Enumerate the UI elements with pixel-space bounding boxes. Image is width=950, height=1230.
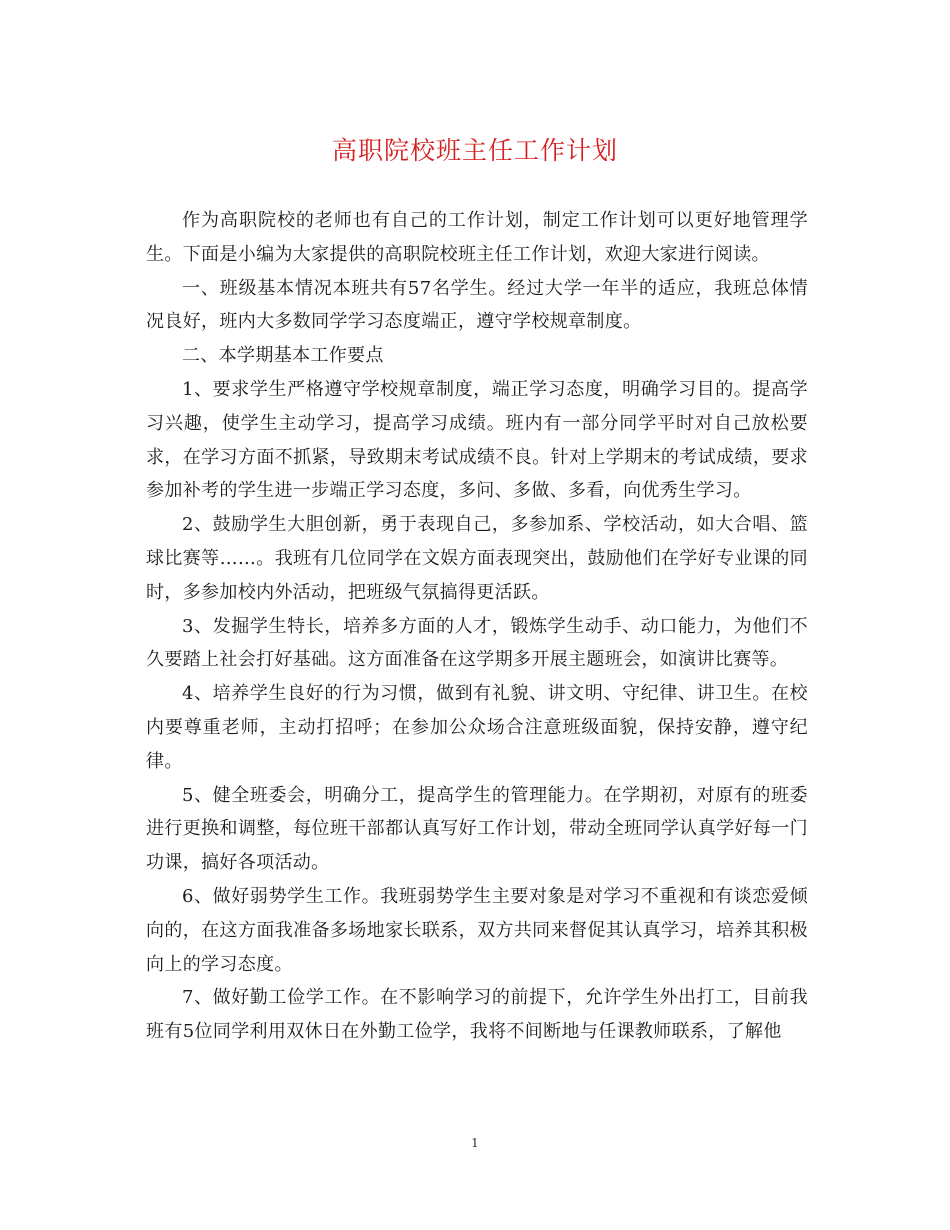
paragraph-class-overview: 一、班级基本情况本班共有57名学生。经过大学一年半的适应，我班总体情况良好，班内大多数同学学习态度端正，遵守学校规章制度。 [146,277,808,333]
paragraph-point-4: 4、培养学生良好的行为习惯，做到有礼貌、讲文明、守纪律、讲卫生。在校内要尊重老师，主动打招呼；在参加公众场合注意班级面貌，保持安静，遵守纪律。 [146,683,808,772]
paragraph-point-3: 3、发掘学生特长，培养多方面的人才，锻炼学生动手、动口能力，为他们不久要踏上社会打好基础。这方面准备在这学期多开展主题班会，如演讲比赛等。 [146,615,808,671]
paragraph-intro: 作为高职院校的老师也有自己的工作计划，制定工作计划可以更好地管理学生。下面是小编为大家提供的高职院校班主任工作计划，欢迎大家进行阅读。 [146,210,808,265]
page-number: 1 [471,1136,479,1150]
paragraph-point-5: 5、健全班委会，明确分工，提高学生的管理能力。在学期初，对原有的班委进行更换和调整，每位班干部都认真写好工作计划，带动全班同学认真学好每一门功课，搞好各项活动。 [146,784,808,874]
paragraph-point-6: 6、做好弱势学生工作。我班弱势学生主要对象是对学习不重视和有谈恋爱倾向的，在这方面我准备多场地家长联系，双方共同来督促其认真学习，培养其积极向上的学习态度。 [146,885,808,975]
paragraph-point-2: 2、鼓励学生大胆创新，勇于表现自己，多参加系、学校活动，如大合唱、篮球比赛等……。我班有几位同学在文娱方面表现突出，鼓励他们在学好专业课的同时，多参加校内外活动，把班级气氛搞得更活跃。 [146,514,808,603]
paragraph-point-1: 1、要求学生严格遵守学校规章制度，端正学习态度，明确学习目的。提高学习兴趣，使学生主动学习，提高学习成绩。班内有一部分同学平时对自己放松要求，在学习方面不抓紧，导致期末考试成绩不良。针对上学期末的考试成绩，要求参加补考的学生进一步端正学习态度，多问、多做、多看，向优秀生学习。 [146,378,808,502]
paragraph-section-heading: 二、本学期基本工作要点 [182,345,384,367]
document-title: 高职院校班主任工作计划 [331,136,618,165]
paragraph-point-7: 7、做好勤工俭学工作。在不影响学习的前提下，允许学生外出打工，目前我班有5位同学利用双休日在外勤工俭学，我将不间断地与任课教师联系，了解他 [146,987,808,1043]
document-body [146,204,808,1049]
